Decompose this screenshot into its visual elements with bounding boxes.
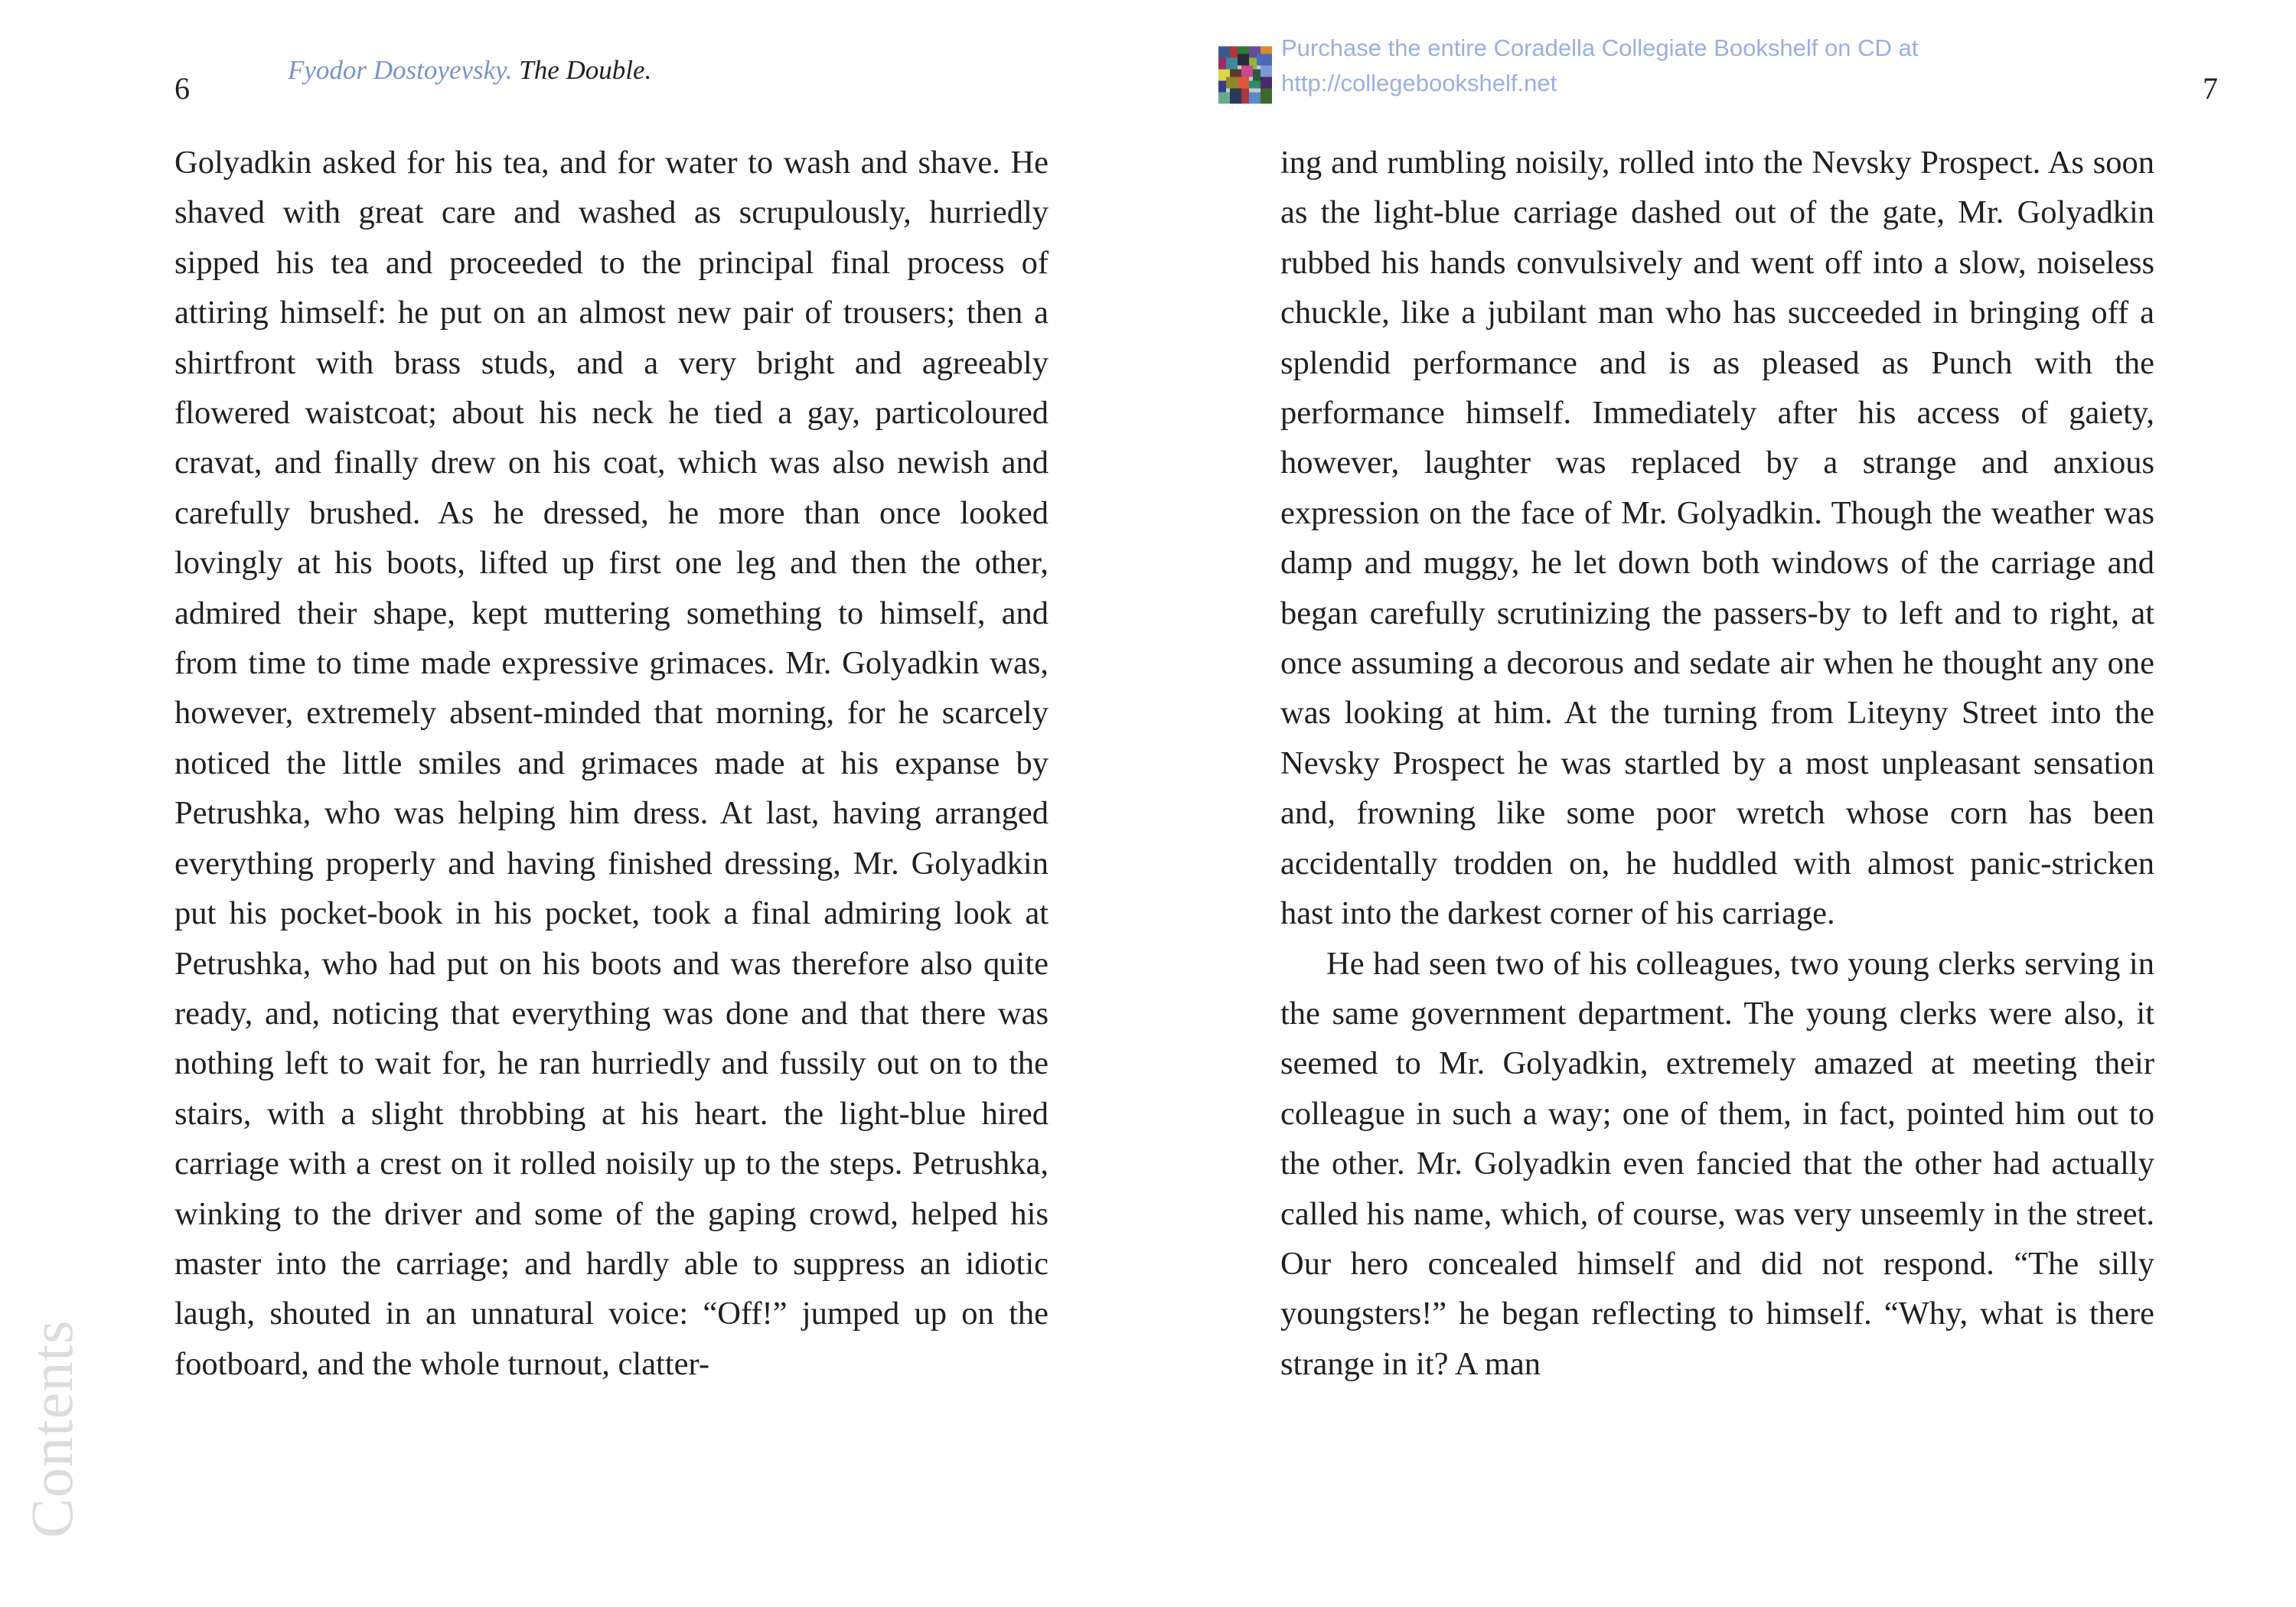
body-text — [1280, 138, 2154, 1389]
paragraph: ing and rumbling noisily, rolled into the Nevsky Prospect. As soon as the light-blue carriage dashed out of the gate, Mr. Golyadkin rubbed his hands convulsively and went off into a slow, noiseless chuckle, like a jubilant man who has succeeded in bringing off a splendid performance and is as pleased as Punch with the performance himself. Immediately after his access of gaiety, however, laughter was replaced by a strange and anxious expression on the face of Mr. Golyadkin. Though the weather was damp and muggy, he let down both windows of the carriage and began carefully scrutinizing the passers-by to left and to right, at once assuming a decorous and sedate air when he thought any one was looking at him. At the turning from Liteyny Street into the Nevsky Prospect he was startled by a most unpleasant sensation and, frowning like some poor wretch whose corn has been accidentally trodden on, he huddled with almost panic-stricken hast into the darkest corner of his carriage. — [1280, 145, 2154, 932]
page-number: 7 — [2203, 71, 2218, 106]
contents-tab[interactable]: Contents — [18, 1319, 85, 1538]
page-number: 6 — [174, 71, 190, 106]
promo-text[interactable] — [1281, 31, 1918, 101]
promo-url-link[interactable]: http://collegebookshelf.net — [1281, 70, 1557, 96]
running-head — [288, 54, 651, 87]
body-text — [174, 138, 1049, 1389]
book-title: The Double. — [519, 55, 652, 85]
promo-line[interactable]: Purchase the entire Coradella Collegiate Bookshelf on CD at — [1281, 34, 1919, 61]
author-link[interactable]: Fyodor Dostoyevsky. — [288, 55, 513, 85]
right-page — [1148, 0, 2296, 1607]
paragraph: He had seen two of his colleagues, two young clerks serving in the same government department. The young clerks were also, it seemed to Mr. Golyadkin, extremely amazed at meeting their colleague in such a way; one of them, in fact, pointed him out to the other. Mr. Golyadkin even fancied that the other had actually called his name, which, of course, was very unseemly in the street. Our hero concealed himself and did not respond. “The silly youngsters!” he began reflecting to himself. “Why, what is there strange in it? A man — [1280, 945, 2154, 1382]
paragraph: Golyadkin asked for his tea, and for water to wash and shave. He shaved with great care and washed as scrupulously, hurriedly sipped his tea and proceeded to the principal final process of attiring himself: he put on an almost new pair of trousers; then a shirtfront with brass studs, and a very bright and agreeably flowered waistcoat; about his neck he tied a gay, particoloured cravat, and finally drew on his coat, which was also newish and carefully brushed. As he dressed, he more than once looked lovingly at his boots, lifted up first one leg and then the other, admired their shape, kept muttering something to himself, and from time to time made expressive grimaces. Mr. Golyadkin was, however, extremely absent-minded that morning, for he scarcely noticed the little smiles and grimaces made at his expanse by Petrushka, who was helping him dress. At last, having arranged everything properly and having finished dressing, Mr. Golyadkin put his pocket-book in his pocket, took a final admiring look at Petrushka, who had put on his boots and was therefore also quite ready, and, noticing that everything was done and that there was nothing left to wait for, he ran hurriedly and fussily out on to the stairs, with a slight throbbing at his heart. the light-blue hired carriage with a crest on it rolled noisily up to the steps. Petrushka, winking to the driver and some of the gaping crowd, helped his master into the carriage; and hardly able to suppress an idiotic laugh, shouted in an unnatural voice: “Off!” jumped up on the footboard, and the whole turnout, clatter- — [174, 145, 1049, 1382]
cd-logo-icon — [1218, 46, 1272, 104]
